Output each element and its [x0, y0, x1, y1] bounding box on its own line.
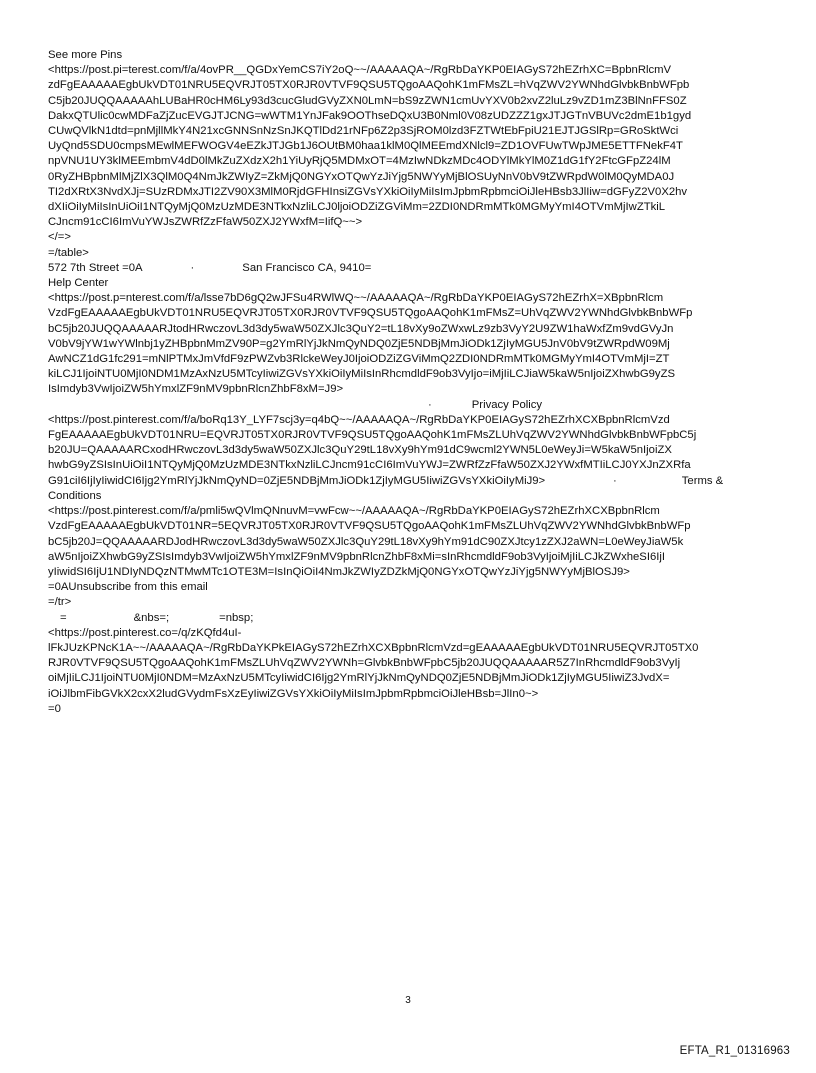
text-line: C5jb20JUQQAAAAAhLUBaHR0cHM6Ly93d3cucGludGVyZXN0LmN=bS9zZWN1cmUvYXV0b2xvZ2luLz9vZD1mZ3BlNnFFS0Z — [48, 94, 687, 107]
terms-label-continued[interactable]: Conditions — [48, 489, 102, 502]
bottom-url-block — [48, 626, 770, 717]
text-line: =/table> — [48, 246, 89, 259]
text-line: npVNU1UY3klMEEmbmV4dD0lMkZuZXdzX2h1YiUyRjQ5MDMxOT=4MzIwNDkzMDc4ODYlMkYlM0Z1dG1fY2FtcGFpZ24lM — [48, 155, 671, 168]
text-line: bC5jb20J=QQAAAAARDJodHRwczovL3d3dy5waW50ZXJlc3QuY29tL18vXy9hYm91dC90ZXJtcy1zZXJ2aWN=L0eWeyJiaW5k — [48, 535, 684, 548]
text-line: kiLCJ1IjoiNTU0MjI0NDM1MzAxNzU5MTcyIiwiZGVsYXkiOiIyMiIsInRhcmdldF9ob3VyIjo=iMjIiLCJiaW5kaW5nIjoiZXhwbG9yZS — [48, 368, 676, 381]
text-line: UyQnd5SDU0cmpsMEwlMEFWOGV4eEZkJTJGb1J6OUtBM0haa1klM0QlMEEmdXNlcl9=ZD1OVFUwTWpJME5ETTFNekF4T — [48, 140, 683, 153]
bates-stamp: EFTA_R1_01316963 — [679, 1045, 790, 1057]
text-line: =0 — [48, 702, 61, 715]
bullet-separator: · — [613, 474, 617, 487]
text-line: lFkJUzKPNcK1A~~/AAAAAQA~/RgRbDaYKPkEIAGyS72hEZrhXCXBpbnRlcmVzd=gEAAAAAEgbUkVDT01NRU5EQVRJT05TX0 — [48, 641, 699, 654]
address-separator: · — [190, 261, 195, 274]
address-street: 572 7th Street =0A — [48, 261, 143, 274]
text-line: Help Center — [48, 277, 109, 290]
text-line: bC5jb20JUQQAAAAARJtodHRwczovL3d3dy5waW50ZXJlc3QuY2=tL18vXy9oZWxwLz9zb3VyY2U9ZW1haWxfZm9vdGVyJn — [48, 322, 674, 335]
nbsp-row — [48, 611, 770, 626]
text-line: zdFgEAAAAAEgbUkVDT01NRU5EQVRJT05TX0RJR0VTVF9QSU5TQgoAAQohK1mFMsZL=hVqZWV2YWNhdGlvbkBnbWFpb — [48, 79, 690, 92]
text-line: IsImdyb3VwIjoiZW5hYmxlZF9nMV9pbnRlcnZhbF8xM=J9> — [48, 383, 344, 396]
text-line: AwNCZ1dG1fc291=mNlPTMxJmVfdF9zPWZvb3RlckeWeyJ0IjoiODZiZGViMmQ2ZDI0NDRmMTk0MGMyYmI4OTVmMjI=ZT — [48, 353, 670, 366]
text-line: yIiwidSI6IjU1NDIyNDQzNTMwMTc1OTE3M=IsInQiOiI4NmJkZWIyZDZkMjQ0NGYxOTQwYzJiYjg5NWYyMjBlOSJ9> — [48, 565, 630, 578]
text-line: See more Pins — [48, 49, 123, 61]
nbsp-b: &nbs=; — [133, 611, 170, 624]
text-line: VzdFgEAAAAAEgbUkVDT01NRU5EQVRJT05TX0RJR0VTVF9QSU5TQgoAAQohK1mFMsZ=UhVqZWV2YWNhdGlvbkBnbWFp — [48, 307, 693, 320]
text-line: oiMjIiLCJ1IjoiNTU0MjI0NDM=MzAxNzU5MTcyIiwidCI6Ijg2YmRlYjJkNmQyNDQ0ZjE5NDBjMmJiODk1ZjIyMGU5IiwiZ3JvdX= — [48, 672, 670, 685]
text-line: G91ciI6IjIyIiwidCI6Ijg2YmRlYjJkNmQyND=0ZjE5NDBjMmJiODk1ZjIyMGU5IiwiZGVsYXkiOiIyMiJ9> — [48, 474, 546, 487]
text-line: RJR0VTVF9QSU5TQgoAAQohK1mFMsZLUhVqZWV2YWNh=GlvbkBnbWFpbC5jb20JUQQAAAAAR5Z7InRhcmdldF9ob3VyIj — [48, 657, 681, 670]
text-line: DakxQTUlic0cwMDFaZjZucEVGJTJCNG=wWTM1YnJFak9OOThseDQxU3B0Nml0V08zUDZZZ1gxJTJGTnVBUVc2dmE1b1gyd — [48, 109, 692, 122]
top-lines-block — [48, 48, 770, 261]
text-line: iOiJlbmFibGVkX2cxX2ludGVydmFsXzEyIiwiZGVsYXkiOiIyMiIsImJpbmRpbmciOiJleHBsb=JlIn0~> — [48, 687, 539, 700]
text-line: hwbG9yZSIsInUiOiI1NTQyMjQ0MzUzMDE3NTkxNzliLCJncm91cCI6ImVuYWJ=ZWRfZzFfaW50ZXJ2YWxfMTIiLCJ0YXJnZXRfa — [48, 459, 691, 472]
email-body — [48, 48, 770, 717]
address-city: San Francisco CA, 9410= — [242, 261, 372, 274]
text-line: b20JU=QAAAAARCxodHRwczovL3d3dy5waW50ZXJlc3QuY29tL18vXy9hYm91dC9wcml2YWN5L0eWeyJi=W5kaW5nIjoiZX — [48, 444, 672, 457]
text-line: <https://post.pinterest.co=/q/zKQfd4uI- — [48, 626, 242, 639]
text-line: =0AUnsubscribe from this email — [48, 581, 208, 594]
bullet-separator: · — [428, 398, 432, 411]
text-line: <https://post.pinterest.com/f/a/pmli5wQVlmQNnuvM=vwFcw~~/AAAAAQA~/RgRbDaYKP0EIAGyS72hEZrhXCXBpbnRlcm — [48, 505, 660, 518]
nbsp-a: = — [60, 611, 67, 624]
text-line: aW5nIjoiZXhwbG9yZSIsImdyb3VwIjoiZW5hYmxlZF9nMV9pbnRlcnZhbF8xMi=sInRhcmdldF9ob3VyIjoiMjIiLCJkZWxheSI6IjI — [48, 550, 666, 563]
text-line: V0bV9jYW1wYWlnbj1yZHBpbnMmZV90P=g2YmRlYjJkNmQyNDQ0ZjE5NDBjMmJiODk1ZjIyMGU5JnV0bV9tZWRpdW09Mj — [48, 337, 670, 350]
text-line: </=> — [48, 231, 71, 244]
text-line: =/tr> — [48, 596, 72, 609]
terms-label-line — [48, 474, 770, 489]
text-line: 0RyZHBpbnMlMjZlX3QlM0Q4NmJkZWIyZ=ZkMjQ0NGYxOTQwYzJiYjg5NWYyMjBlOSUyNnV0bV9tZWRpdW0lM0QyMDA0J — [48, 170, 675, 183]
terms-link[interactable]: Terms & — [681, 474, 724, 487]
text-line: <https://post.pinterest.com/f/a/boRq13Y_LYF7scj3y=q4bQ~~/AAAAAQA~/RgRbDaYKP0EIAGyS72hEZrhXCXBpbnRlcmVzd — [48, 413, 670, 426]
address-line — [48, 261, 770, 276]
text-line: <https://post.p=nterest.com/f/a/lsse7bD6gQ2wJFSu4RWlWQ~~/AAAAAQA~/RgRbDaYKP0EIAGyS72hEZrhX=XBpbnRlcm — [48, 292, 664, 305]
privacy-label-line — [48, 398, 770, 413]
terms-url-block — [48, 504, 770, 610]
text-line: <https://post.pi=terest.com/f/a/4ovPR__QGDxYemCS7iY2oQ~~/AAAAAQA~/RgRbDaYKP0EIAGyS72hEZrhXC=BpbnRlcmV — [48, 64, 672, 77]
text-line: FgEAAAAAEgbUkVDT01NRU=EQVRJT05TX0RJR0VTVF9QSU5TQgoAAQohK1mFMsZLUhVqZWV2YWNhdGlvbkBnbWFpbC5j — [48, 429, 697, 442]
privacy-policy-link[interactable]: Privacy Policy — [471, 398, 543, 411]
nbsp-c: =nbsp; — [219, 611, 254, 624]
text-line: VzdFgEAAAAAEgbUkVDT01NR=5EQVRJT05TX0RJR0VTVF9QSU5TQgoAAQohK1mFMsZLUhVqZWV2YWNhdGlvbkBnbWFp — [48, 520, 691, 533]
text-line: CJncm91cCI6ImVuYWJsZWRfZzFfaW50ZXJ2YWxfM=IifQ~~> — [48, 216, 363, 229]
help-center-block — [48, 276, 770, 398]
page-number: 3 — [405, 995, 411, 1006]
text-line: TI2dXRtX3NvdXJj=SUzRDMxJTI2ZV90X3MlM0RjdGFHInsiZGVsYXkiOiIyMiIsImJpbmRpbmciOiJleHBsb3JlIiw=dGFyZ2V0X2hv — [48, 185, 688, 198]
text-line: CUwQVlkN1dtd=pnMjllMkY4N21xcGNNSnNzSnJKQTlDd21rNFp6Z2p3SjROM0lzd3FZTWtEbFpiU21EJTJGSlRp=GRoSktWci — [48, 125, 679, 138]
text-line: dXIiOiIyMiIsInUiOiI1NTQyMjQ0MzUzMDE3NTkxNzliLCJ0ljoiODZiZGViMm=2ZDI0NDRmMTk0MGMyYmI4OTVmMjIwZTkiL — [48, 201, 666, 214]
